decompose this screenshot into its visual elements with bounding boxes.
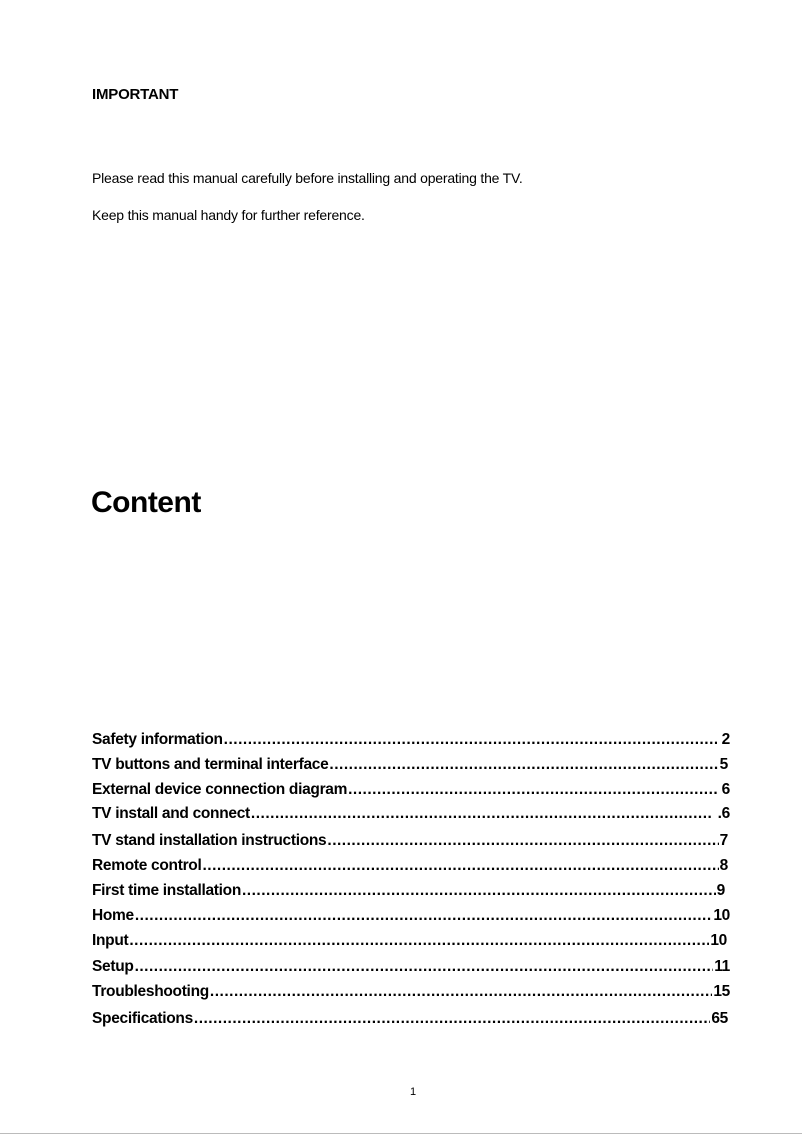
toc-entry-page: 10 bbox=[713, 907, 730, 924]
toc-entry-title: Troubleshooting bbox=[92, 983, 209, 1000]
toc-dot-leader bbox=[194, 1010, 710, 1028]
toc-dot-leader bbox=[224, 731, 717, 749]
toc-entry-page: 10 bbox=[710, 932, 727, 949]
toc-dot-leader bbox=[129, 932, 709, 950]
toc-entry[interactable] bbox=[92, 731, 730, 756]
toc-entry-page: 5 bbox=[719, 756, 728, 773]
toc-entry-page: 6 bbox=[717, 781, 730, 798]
toc-entry[interactable] bbox=[92, 983, 730, 1008]
toc-entry-page: 15 bbox=[713, 983, 730, 1000]
toc-entry-page: 2 bbox=[717, 731, 730, 748]
toc-entry[interactable] bbox=[92, 958, 730, 983]
instruction-paragraph: Please read this manual carefully before installing and operating the TV. bbox=[92, 170, 523, 186]
toc-entry[interactable] bbox=[92, 1010, 728, 1035]
toc-entry[interactable] bbox=[92, 805, 730, 830]
toc-entry[interactable] bbox=[92, 832, 728, 857]
toc-entry-title: TV stand installation instructions bbox=[92, 832, 327, 849]
toc-entry[interactable] bbox=[92, 857, 728, 882]
important-heading: IMPORTANT bbox=[92, 86, 179, 103]
toc-dot-leader bbox=[327, 832, 718, 850]
toc-entry[interactable] bbox=[92, 932, 727, 957]
toc-dot-leader bbox=[329, 756, 718, 774]
toc-entry-title: TV buttons and terminal interface bbox=[92, 756, 329, 773]
toc-dot-leader bbox=[135, 958, 714, 976]
toc-entry[interactable] bbox=[92, 882, 725, 907]
toc-entry-title: Input bbox=[92, 932, 129, 949]
instruction-paragraph: Keep this manual handy for further reference. bbox=[92, 207, 365, 223]
toc-dot-leader bbox=[135, 907, 712, 925]
toc-entry-title: First time installation bbox=[92, 882, 241, 899]
toc-dot-leader bbox=[242, 882, 716, 900]
page-bottom-divider bbox=[0, 1133, 802, 1134]
page-number: 1 bbox=[409, 1086, 417, 1098]
toc-entry-page: 11 bbox=[714, 958, 730, 975]
toc-dot-leader bbox=[251, 805, 713, 823]
toc-entry-page: 7 bbox=[719, 832, 728, 849]
toc-dot-leader bbox=[348, 781, 717, 799]
toc-entry-title: External device connection diagram bbox=[92, 781, 348, 798]
toc-entry[interactable] bbox=[92, 907, 730, 932]
toc-dot-leader bbox=[210, 983, 712, 1001]
toc-entry-page: .6 bbox=[713, 805, 730, 822]
toc-entry-title: TV install and connect bbox=[92, 805, 250, 822]
toc-entry[interactable] bbox=[92, 781, 730, 806]
toc-entry-page: 65 bbox=[711, 1010, 728, 1027]
toc-entry-page: 9 bbox=[716, 882, 725, 899]
toc-entry-title: Remote control bbox=[92, 857, 202, 874]
toc-entry-title: Specifications bbox=[92, 1010, 193, 1027]
toc-entry-title: Setup bbox=[92, 958, 134, 975]
toc-entry[interactable] bbox=[92, 756, 728, 781]
toc-dot-leader bbox=[202, 857, 718, 875]
toc-entry-title: Safety information bbox=[92, 731, 223, 748]
content-title: Content bbox=[91, 486, 201, 519]
toc-entry-title: Home bbox=[92, 907, 134, 924]
toc-entry-page: 8 bbox=[719, 857, 728, 874]
